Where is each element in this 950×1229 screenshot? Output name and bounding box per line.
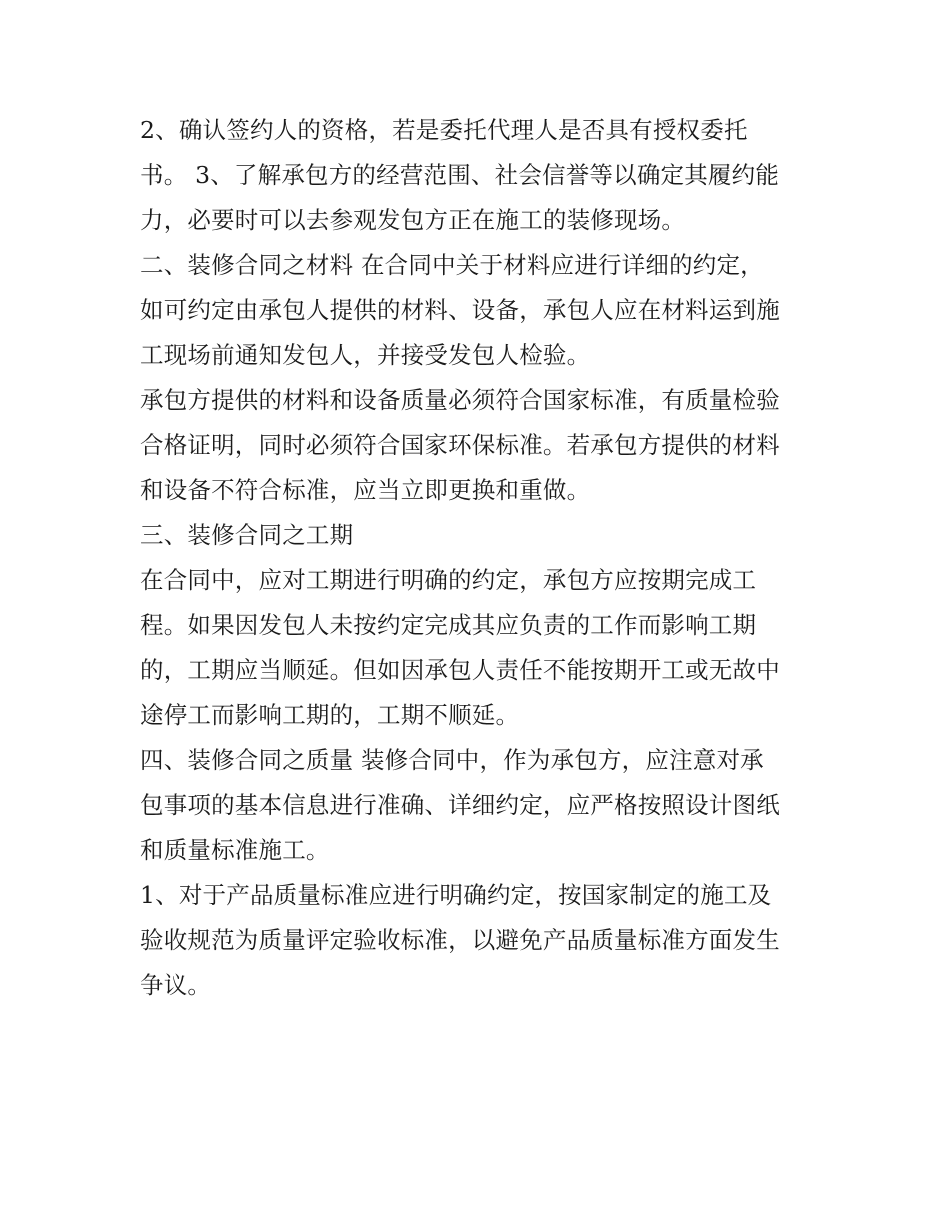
paragraph-materials: 二、装修合同之材料 在合同中关于材料应进行详细的约定， 如可约定由承包人提供的材料、设备，承包人应在材料运到施 工现场前通知发包人，并接受发包人检验。	[140, 251, 780, 369]
paragraph-quality: 四、装修合同之质量 装修合同中，作为承包方，应注意对承 包事项的基本信息进行准确、详细约定，应严格按照设计图纸 和质量标准施工。	[140, 746, 780, 864]
paragraph-material-quality: 承包方提供的材料和设备质量必须符合国家标准，有质量检验 合格证明，同时必须符合国家环保标准。若承包方提供的材料 和设备不符合标准，应当立即更换和重做。	[140, 386, 780, 504]
heading-schedule: 三、装修合同之工期	[140, 521, 354, 549]
paragraph-schedule: 在合同中，应对工期进行明确的约定，承包方应按期完成工 程。如果因发包人未按约定完成其应负责的工作而影响工期 的，工期应当顺延。但如因承包人责任不能按期开工或无故中 途停工而影响工期的，工期不顺延。	[140, 566, 780, 729]
paragraph-signatory-qualification: 2、确认签约人的资格，若是委托代理人是否具有授权委托 书。 3、了解承包方的经营范围、社会信誉等以确定其履约能 力，必要时可以去参观发包方正在施工的装修现场。	[140, 116, 780, 234]
document-body	[140, 108, 820, 1008]
paragraph-quality-standard: 1、对于产品质量标准应进行明确约定，按国家制定的施工及 验收规范为质量评定验收标准，以避免产品质量标准方面发生 争议。	[140, 881, 780, 999]
